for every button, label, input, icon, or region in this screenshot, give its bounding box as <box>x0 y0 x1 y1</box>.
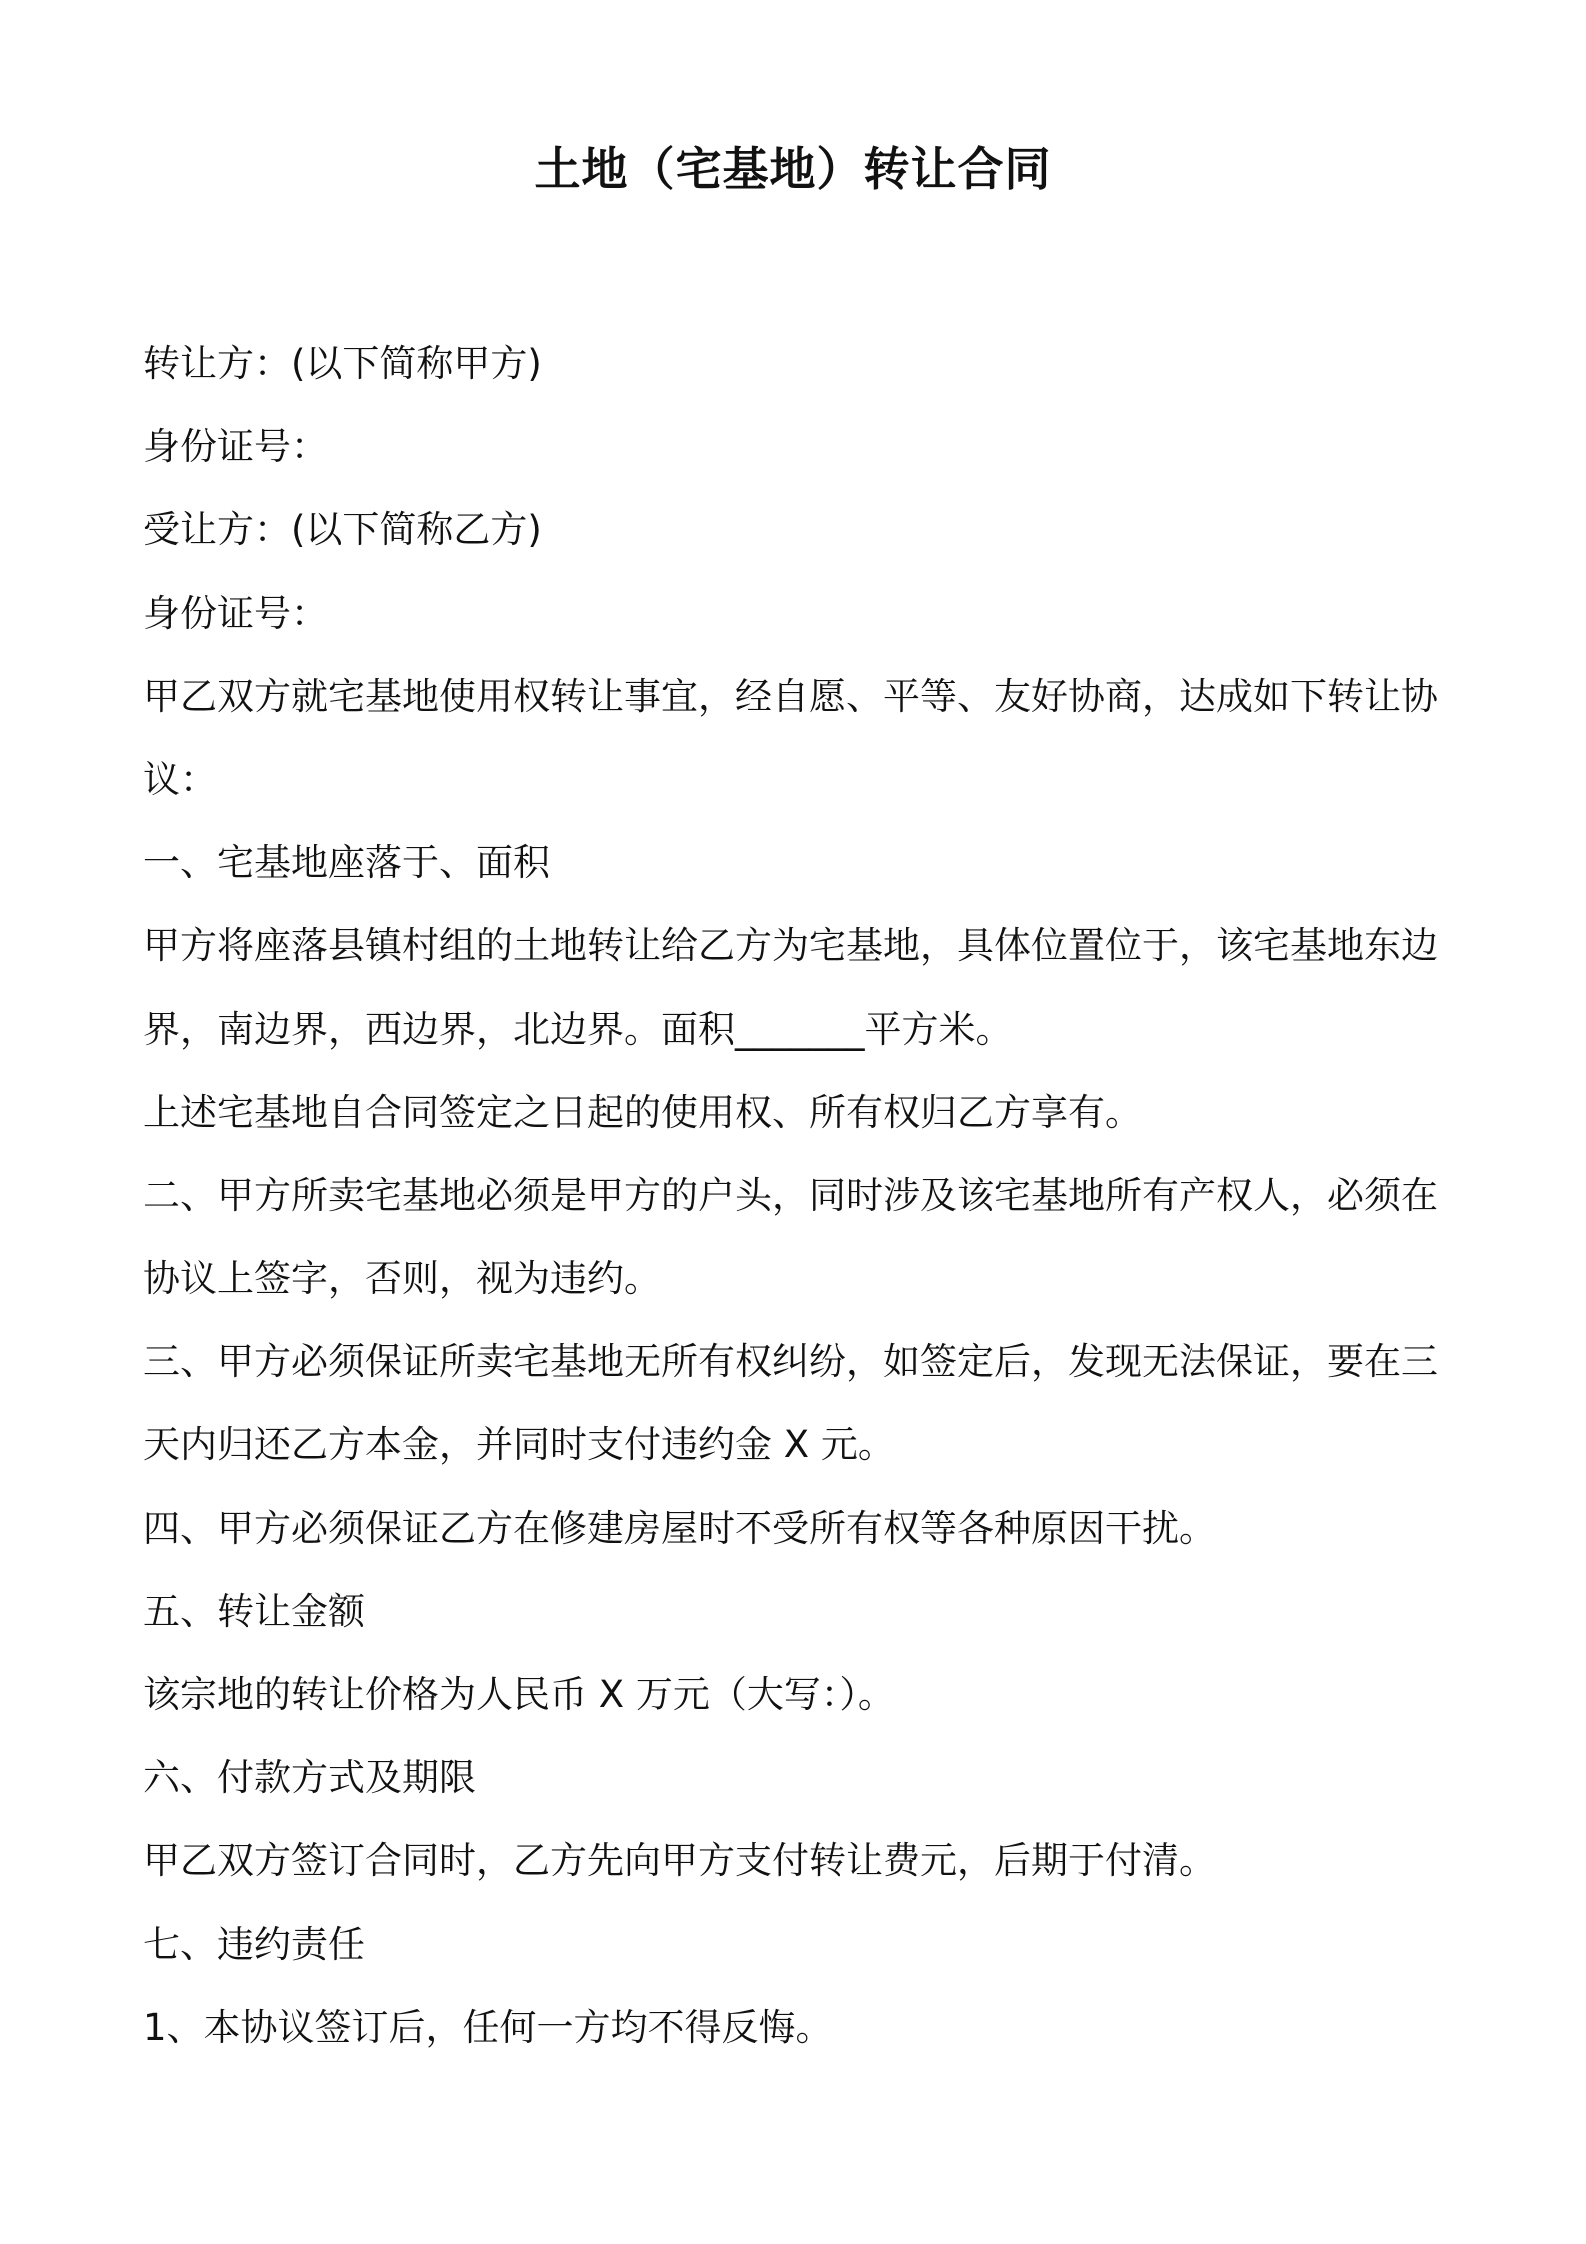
clause-line: 界，南边界，西边界，北边界。面积_______平方米。 <box>143 1007 1013 1051</box>
transferor-id-line: 身份证号： <box>143 425 328 469</box>
transferee-id-line: 身份证号： <box>143 591 328 635</box>
clause-line: 协议上签字，否则，视为违约。 <box>143 1257 661 1301</box>
document-title: 土地（宅基地）转让合同 <box>534 142 1052 196</box>
transferee-line: 受让方：(以下简称乙方) <box>143 508 542 552</box>
clause-line: 甲方将座落县镇村组的土地转让给乙方为宅基地，具体位置位于，该宅基地东边 <box>143 924 1438 968</box>
section-heading: 五、转让金额 <box>143 1589 365 1633</box>
clause-line: 上述宅基地自合同签定之日起的使用权、所有权归乙方享有。 <box>143 1090 1142 1134</box>
document-body <box>143 322 1463 2069</box>
section-heading: 七、违约责任 <box>143 1922 365 1966</box>
clause-line: 该宗地的转让价格为人民币 X 万元（大写：）。 <box>143 1673 895 1716</box>
clause-line: 甲乙双方签订合同时，乙方先向甲方支付转让费元，后期于付清。 <box>143 1839 1216 1883</box>
clause-line: 三、甲方必须保证所卖宅基地无所有权纠纷，如签定后，发现无法保证，要在三 <box>143 1340 1438 1384</box>
clause-line: 二、甲方所卖宅基地必须是甲方的户头，同时涉及该宅基地所有产权人，必须在 <box>143 1173 1438 1217</box>
preamble-line: 议： <box>143 757 217 801</box>
clause-line: 四、甲方必须保证乙方在修建房屋时不受所有权等各种原因干扰。 <box>143 1506 1216 1550</box>
clause-line: 1、本协议签订后，任何一方均不得反悔。 <box>143 2005 833 2049</box>
transferor-line: 转让方：(以下简称甲方) <box>143 342 542 385</box>
section-heading: 一、宅基地座落于、面积 <box>143 841 550 885</box>
clause-line: 天内归还乙方本金，并同时支付违约金 X 元。 <box>143 1423 895 1467</box>
preamble-line: 甲乙双方就宅基地使用权转让事宜，经自愿、平等、友好协商，达成如下转让协 <box>143 674 1438 718</box>
section-heading: 六、付款方式及期限 <box>143 1756 476 1800</box>
